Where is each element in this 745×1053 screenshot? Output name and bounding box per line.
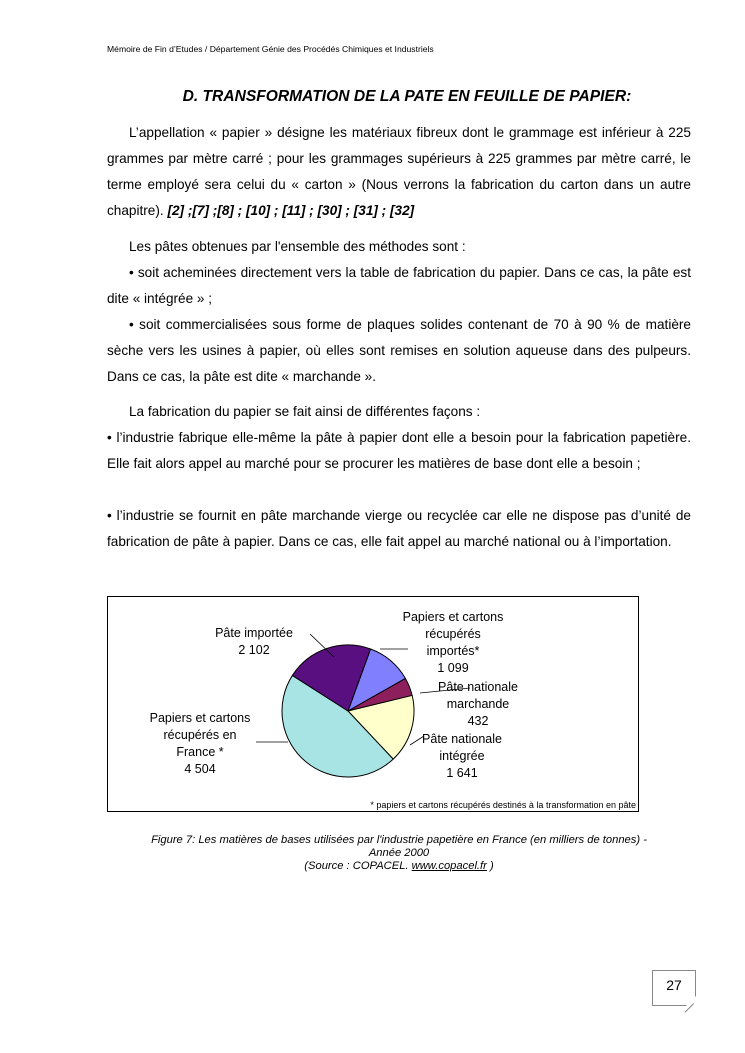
paragraph-pulp-intro: Les pâtes obtenues par l'ensemble des méthodes sont : [129, 239, 466, 254]
caption-line-1: Figure 7: Les matières de bases utilisées par l'industrie papetière en France (en milliers de tonnes) - [151, 834, 647, 846]
section-title: D. TRANSFORMATION DE LA PATE EN FEUILLE DE PAPIER: [182, 88, 632, 105]
slice-label-line: marchande [446, 697, 510, 711]
slice-value: 1 641 [446, 766, 478, 780]
caption-source [107, 860, 691, 873]
caption-source-prefix: (Source : COPACEL. [304, 860, 412, 872]
paragraph-definition-text: L’appellation « papier » désigne les matériaux fibreux dont le grammage est inférieur à 225 grammes par mètre carré ; pour les grammages supérieurs à 225 grammes par mètre carré, le terme employé sera celui du « carton » (Nous verrons la fabrication du carton dans un autre chapitre). [107, 125, 691, 218]
slice-label-3 [422, 732, 502, 780]
slice-value: 432 [467, 714, 489, 728]
chart-footnote: * papiers et cartons récupérés destinés à la transformation en pâte [370, 800, 636, 810]
paragraph-manufacturing-market: • l’industrie se fournit en pâte marchande vierge ou recyclée car elle ne dispose pas d’unité de fabrication de pâte à papier. Dans ce cas, elle fait appel au marché national ou à l’importation. [107, 508, 691, 549]
slice-label-2 [438, 680, 518, 728]
slice-label-line: importés* [426, 644, 480, 658]
paragraph-pulp-integrated: • soit acheminées directement vers la table de fabrication du papier. Dans ce cas, la pâte est dite « intégrée » ; [107, 265, 691, 306]
slice-label-line: Pâte nationale [422, 732, 502, 746]
caption-line-2: Année 2000 [368, 847, 430, 859]
slice-value: 1 099 [437, 661, 469, 675]
slice-label-4 [150, 711, 251, 776]
slice-label-line: récupérés en [163, 728, 237, 742]
caption-source-suffix: ) [486, 860, 494, 872]
pie-chart-svg [108, 597, 640, 813]
slice-label-5 [215, 626, 293, 657]
running-header: Mémoire de Fin d’Etudes / Département Génie des Procédés Chimiques et Industriels [107, 44, 434, 54]
references: [2] ;[7] ;[8] ; [10] ; [11] ; [30] ; [31] ; [32] [167, 203, 415, 218]
page-number-text: 27 [666, 977, 682, 993]
slice-label-line: Papiers et cartons [402, 610, 504, 624]
pie-chart [107, 596, 639, 812]
slice-label-line: Papiers et cartons [149, 711, 251, 725]
slice-label-line: France * [176, 745, 224, 759]
slice-label-line: récupérés [425, 627, 481, 641]
slice-label-line: intégrée [439, 749, 485, 763]
slice-value: 4 504 [184, 762, 216, 776]
paragraph-manufacturing-self: • l’industrie fabrique elle-même la pâte à papier dont elle a besoin pour la fabrication papetière. Elle fait alors appel au marché pour se procurer les matières de base dont elle a besoin ; [107, 430, 691, 471]
paragraph-definition [107, 120, 691, 224]
slice-label-line: Pâte importée [215, 626, 293, 640]
copacel-link[interactable]: www.copacel.fr [411, 860, 487, 872]
page-number [652, 970, 696, 1006]
slice-value: 2 102 [238, 643, 270, 657]
paragraph-manufacturing-intro: La fabrication du papier se fait ainsi de différentes façons : [129, 404, 481, 419]
figure-caption [107, 834, 691, 873]
slice-label-1 [403, 610, 504, 675]
slice-label-line: Pâte nationale [438, 680, 518, 694]
paragraph-pulp-market: • soit commercialisées sous forme de plaques solides contenant de 70 à 90 % de matière sèche vers les usines à papier, où elles sont remises en solution aqueuse dans des pulpeurs. Dans ce cas, la pâte est dite « marchande ». [107, 317, 691, 384]
